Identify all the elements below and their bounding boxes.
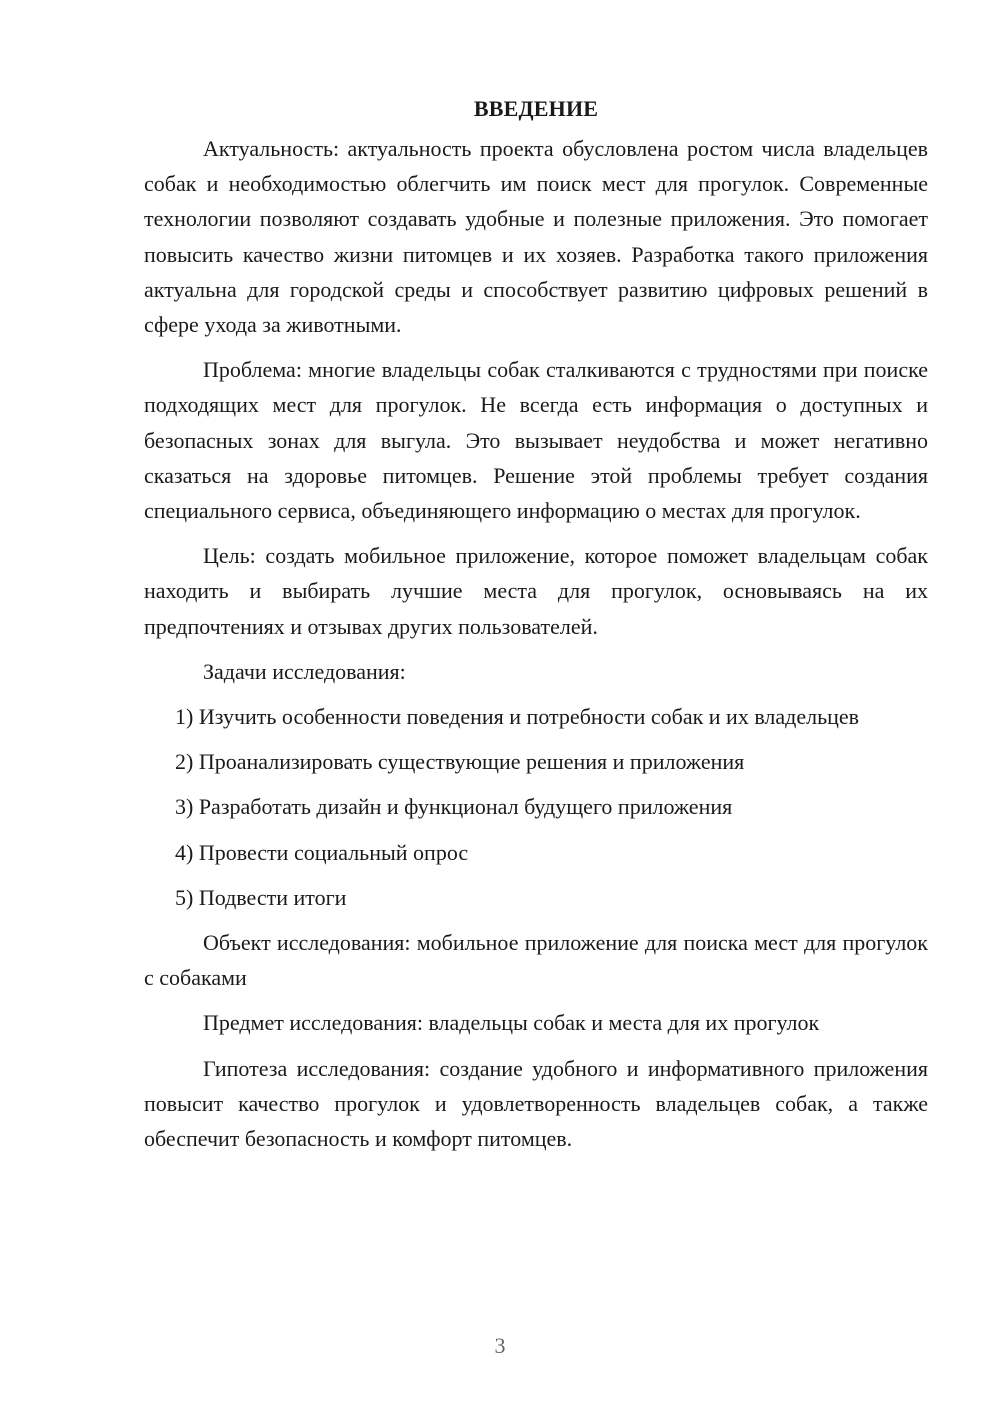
- subject-paragraph: Предмет исследования: владельцы собак и места для их прогулок: [203, 1010, 820, 1036]
- task-item: 5) Подвести итоги: [175, 884, 347, 910]
- hypothesis-paragraph: Гипотеза исследования: создание удобного и информативного приложения повысит качество прогулок и удовлетворенность владельцев собак, а также обеспечит безопасность и комфорт питомцев.: [144, 1055, 928, 1152]
- task-item: 2) Проанализировать существующие решения и приложения: [175, 749, 745, 775]
- goal-paragraph: Цель: создать мобильное приложение, которое поможет владельцам собак находить и выбирать лучшие места для прогулок, основываясь на их предпочтениях и отзывах других пользователей.: [144, 543, 928, 639]
- task-item: 1) Изучить особенности поведения и потребности собак и их владельцев: [175, 704, 860, 730]
- section-title: ВВЕДЕНИЕ: [473, 96, 599, 121]
- relevance-paragraph: Актуальность: актуальность проекта обусловлена ростом числа владельцев собак и необходимостью облегчить им поиск мест для прогулок. Современные технологии позволяют создавать удобные и полезные приложения. Это помогает повысить качество жизни питомцев и их хозяев. Разработка такого приложения актуальна для городской среды и способствует развитию цифровых решений в сфере ухода за животными.: [144, 136, 928, 338]
- problem-paragraph: Проблема: многие владельцы собак сталкиваются с трудностями при поиске подходящих мест для прогулок. Не всегда есть информация о доступных и безопасных зонах для выгула. Это вызывает неудобства и может негативно сказаться на здоровье питомцев. Решение этой проблемы требует создания специального сервиса, объединяющего информацию о местах для прогулок.: [144, 357, 928, 524]
- object-paragraph: Объект исследования: мобильное приложение для поиска мест для прогулок с собаками: [144, 930, 928, 991]
- page-number: 3: [494, 1333, 506, 1358]
- task-item: 4) Провести социальный опрос: [175, 839, 469, 865]
- page-content: [144, 94, 928, 1166]
- tasks-heading: Задачи исследования:: [203, 658, 406, 684]
- task-item: 3) Разработать дизайн и функционал будущего приложения: [175, 794, 733, 820]
